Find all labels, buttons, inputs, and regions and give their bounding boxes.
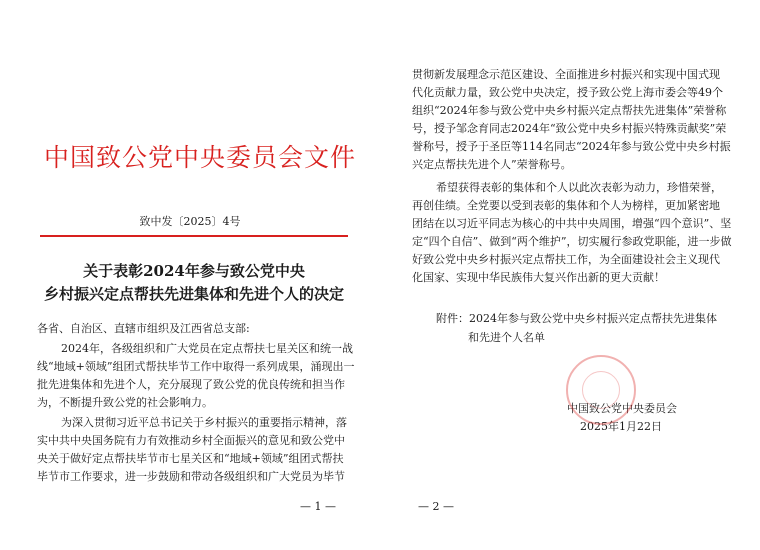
attachment-line-2: 和先进个人名单 <box>468 331 545 344</box>
body-line: 贯彻新发展理念示范区建设、全面推进乡村振兴和实现中国式现 <box>412 68 720 81</box>
body-line: 2024年，各级组织和广大党员在定点帮扶七星关区和统一战 <box>61 342 353 355</box>
body-line: 好致公党中央乡村振兴定点帮扶工作，为全面建设社会主义现代 <box>412 253 720 266</box>
red-divider-line <box>40 235 348 237</box>
document-number: 致中发〔2025〕4号 <box>139 215 241 228</box>
body-line: 定“四个自信”、做到“两个维护”，切实履行参政党职能，进一步做 <box>412 235 732 248</box>
body-line: 为，不断提升致公党的社会影响力。 <box>37 396 213 409</box>
body-line: 再创佳绩。全党要以受到表彰的集体和个人为榜样，更加紧密地 <box>412 199 720 212</box>
body-line: 兴定点帮扶先进个人”荣誉称号。 <box>412 158 572 171</box>
document-page-right <box>380 0 760 550</box>
salutation: 各省、自治区、直辖市组织及江西省总支部: <box>37 322 250 335</box>
body-line: 线“地域+领域”组团式帮扶毕节工作中取得一系列成果，涌现出一 <box>37 360 355 373</box>
document-title-line-1: 关于表彰2024年参与致公党中央 <box>83 262 305 280</box>
document-title-line-2: 乡村振兴定点帮扶先进集体和先进个人的决定 <box>43 285 344 303</box>
page-number-left: — 1 — <box>300 500 336 513</box>
signature-organization: 中国致公党中央委员会 <box>567 402 677 415</box>
body-line: 化国家、实现中华民族伟大复兴作出新的更大贡献！ <box>412 271 665 284</box>
page-number-right: — 2 — <box>418 500 454 513</box>
body-line: 央关于做好定点帮扶毕节市七星关区和“地域+领域”组团式帮扶 <box>37 452 344 465</box>
official-seal-stamp <box>566 355 636 425</box>
red-header-title: 中国致公党中央委员会文件 <box>44 143 357 172</box>
body-line: 号，授予邹念育同志2024年“致公党中央乡村振兴特殊贡献奖”荣 <box>412 122 727 135</box>
body-line: 希望获得表彰的集体和个人以此次表彰为动力，珍惜荣誉， <box>436 181 722 194</box>
body-line: 代化贡献力量，致公党中央决定，授予致公党上海市委会等49个 <box>412 86 723 99</box>
body-line: 组织“2024年参与致公党中央乡村振兴定点帮扶先进集体”荣誉称 <box>412 104 727 117</box>
body-line: 誉称号，授予于圣臣等114名同志“2024年参与致公党中央乡村振 <box>412 140 731 153</box>
body-line: 为深入贯彻习近平总书记关于乡村振兴的重要指示精神，落 <box>61 416 347 429</box>
body-line: 实中共中央国务院有力有效推动乡村全面振兴的意见和致公党中 <box>37 434 345 447</box>
signature-date: 2025年1月22日 <box>580 420 662 433</box>
body-line: 毕节市工作要求，进一步鼓励和带动各级组织和广大党员为毕节 <box>37 470 345 483</box>
body-line: 团结在以习近平同志为核心的中共中央周围，增强“四个意识”、坚 <box>412 217 732 230</box>
attachment-line-1: 附件：2024年参与致公党中央乡村振兴定点帮扶先进集体 <box>436 312 717 325</box>
body-line: 批先进集体和先进个人，充分展现了致公党的优良传统和担当作 <box>37 378 345 391</box>
